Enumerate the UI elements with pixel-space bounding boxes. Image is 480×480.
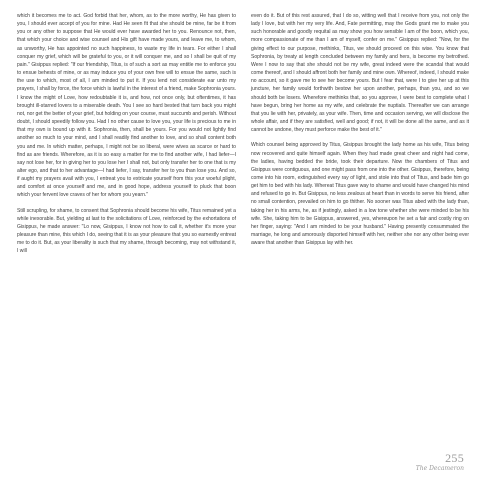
paragraph: even do it. But of this rest assured, that I do so, witting well that I receive from you, not only the lady I love, but with her my very life. And, Fate permitting, may the Gods grant me to make you such honorable and goodly requital as may show you how sensible I am of the boon, which you, more compassionate of me than I am of myself, confer on me." Gisippus replied: "Now, for the giving effect to our purpose, methinks, Titus, we should proceed on this wise. You know that Sophronia, by treaty at length concluded between my family and hers, is become my betrothed. Were I now to say that she should not be my wife, great indeed were the scandal that would come thereof, and I should affront both her family and mine own. Whereof, indeed, I should make no account, so it gave me to see her become yours. But I fear that, were I to give her up at this juncture, her family would forthwith bestow her upon another, perhaps, than you, and so we should both be losers. Wherefore methinks that, so you approve, I were best to complete what I have begun, bring her home as my wife, and celebrate the nuptials. Thereafter we can arrange that you lie with her, privately, as your wife. Then, time and occasion serving, we will disclose the whole affair, and if they are satisfied, well and good; if not, it will be done all the same, and as it cannot be undone, they must perforce make the best of it." [251, 13, 469, 134]
page-footer [416, 452, 464, 472]
paragraph: which it becomes me to act. God forbid that her, whom, as to the more worthy, He has given to you, I should ever accept of you for mine. Had He seen fit that she should be mine, far be it from you or any other to suppose that He would ever have awarded her to you. Renounce not, then, that which your choice and wise counsel and His gift have made yours, and leave me, to whom, as unworthy, He has appointed no such happiness, to waste my life in tears. For either I shall conquer my grief, which will be grateful to you, or it will conquer me, and so I shall be quit of my pain." Gisippus replied: "If our friendship, Titus, is of such a sort as may entitle me to enforce you to ensue behests of mine, or as may induce you of your own free will to ensue the same, such is the use to which, most of all, I am minded to put it. If you lend not considerate ear unto my prayers, I shall by force, the force which is lawful in the interest of a friend, make Sophronia yours. I know the might of Love, how redoubtable it is, and how, not once only, but oftentimes, it has brought ill-starred lovers to a miserable death. You I see so hard bested that turn back you might not, nor get the better of your grief, but holding on your course, must succumb and perish. Without doubt, I should speedily follow you. Had I no other cause to love you, your life is precious to me in that my own is bound up with it. Sophronia, then, shall be yours. For you would not lightly find another so much to your mind, and I shall readily find another to love, and so shall content both you and me. In which matter, perhaps, I might not be so liberal, were wives as scarce or hard to find as are friends. Wherefore, as it is so easy a matter for me to find another wife, I had liefer—I say not lose her, for in giving her to you lose her I shall not, but only transfer her to one that is my alter ego, and that to her advantage—I had liefer, I say, transfer her to you than lose you. And so, if aught my prayers avail with you, I entreat you to extricate yourself from this your woeful plight, and comfort at once yourself and me, and in good hope, address yourself to pluck that boon which your fervent love craves of her for whom you yearn." [17, 13, 236, 199]
book-title: The Decameron [415, 465, 464, 472]
left-text-column [17, 12, 236, 263]
paragraph: Still scrupling, for shame, to consent that Sophronia should become his wife, Titus remained yet a while inexorable. But, yielding at last to the solicitations of Love, reinforced by the exhortations of Gisippus, he made answer: "Lo now, Gisippus, I know not how to call it, whether it's more your pleasure than mine, this which I do, seeing that it is as your pleasure that you so earnestly entreat me to do it. But, as your liberality is such that my shame, through becoming, may not withstand it, I will [17, 207, 236, 255]
page-number: 255 [445, 451, 464, 465]
right-text-column [251, 12, 469, 254]
paragraph: Which counsel being approved by Titus, Gisippus brought the lady home as his wife, Titus being now recovered and quite himself again. When they had made great cheer and night had come, the ladies, having bedded the bride, took their departure. Now the chambers of Titus and Gisippus were contiguous, and one might pass from one into the other. Gisippus, therefore, being come into his room, extinguished every ray of light, and stole into that of Titus, and bade him go get him to bed with his lady. Whereat Titus gave way to shame and would have changed his mind and refused to go in. But Gisippus, no less zealous at heart than in words to serve his friend, after no small contention, prevailed on him to go thither. No sooner was Titus abed with the lady than, taking her in his arms, he, as if jestingly, asked in a low tone whether she were minded to be his wife. She, taking him to be Gisippus, answered, yes, whereupon he set a fair and costly ring on her finger, saying: "And I am minded to be your husband." Having presently consummated the marriage, he long and amorously disported himself with her, neither she nor any other being ever aware that another than Gisippus lay with her. [251, 142, 469, 247]
